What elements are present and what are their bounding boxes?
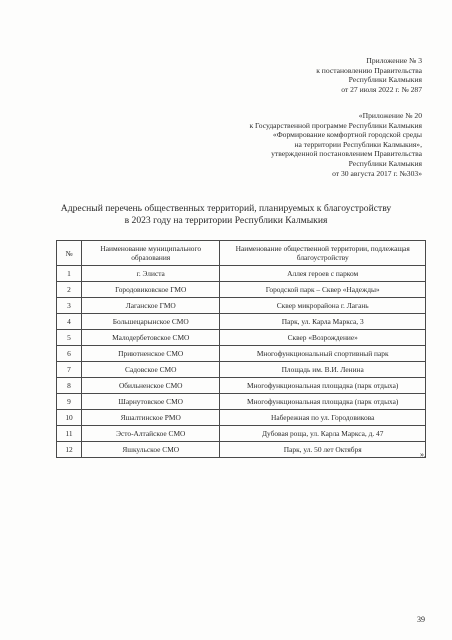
cell-num: 7 — [57, 362, 82, 378]
header-territory: Наименование общественной территории, подлежащая благоустройству — [220, 241, 426, 266]
appendix-current-line: от 27 июля 2022 г. № 287 — [341, 84, 422, 94]
cell-territory: Многофункциональная площадка (парк отдыха) — [220, 378, 426, 394]
cell-municipality: Яшкульское СМО — [82, 442, 220, 458]
table-row — [57, 266, 426, 282]
table-row — [57, 330, 426, 346]
cell-num: 5 — [57, 330, 82, 346]
header-municipality: Наименование муниципального образования — [82, 241, 220, 266]
cell-num: 9 — [57, 394, 82, 410]
cell-municipality: Яшалтинское РМО — [82, 410, 220, 426]
cell-municipality: Большецарынское СМО — [82, 314, 220, 330]
table-row — [57, 362, 426, 378]
cell-territory: Набережная по ул. Городовикова — [220, 410, 426, 426]
cell-territory: Сквер микрорайона г. Лагань — [220, 298, 426, 314]
table-row — [57, 346, 426, 362]
cell-territory: Сквер «Возрождение» — [220, 330, 426, 346]
cell-num: 4 — [57, 314, 82, 330]
cell-num: 3 — [57, 298, 82, 314]
table-header-row — [57, 241, 426, 266]
cell-municipality: Шарнутовское СМО — [82, 394, 220, 410]
header-num: № — [57, 241, 82, 266]
cell-num: 2 — [57, 282, 82, 298]
cell-territory: Парк, ул. Карла Маркса, 3 — [220, 314, 426, 330]
appendix-quoted-line: Республики Калмыкия — [348, 158, 422, 168]
table-row — [57, 282, 426, 298]
cell-territory: Многофункциональная площадка (парк отдыха) — [220, 394, 426, 410]
appendix-current-line: Приложение № 3 — [366, 56, 422, 65]
appendix-quoted-line: «Приложение № 20 — [358, 111, 422, 120]
cell-num: 10 — [57, 410, 82, 426]
cell-num: 8 — [57, 378, 82, 394]
cell-municipality: Лаганское ГМО — [82, 298, 220, 314]
appendix-quoted-line: «Формирование комфортной городской среды — [272, 130, 422, 140]
document-title-line: в 2023 году на территории Республики Калмыкия — [124, 215, 328, 226]
cell-territory: Многофункциональный спортивный парк — [220, 346, 426, 362]
appendix-quoted-header — [249, 111, 422, 178]
table-row — [57, 394, 426, 410]
cell-municipality: Малодербетовское СМО — [82, 330, 220, 346]
table-row — [57, 410, 426, 426]
cell-territory: Парк, ул. 50 лет Октября — [220, 442, 426, 458]
cell-municipality: Садовское СМО — [82, 362, 220, 378]
closing-quote-mark: ». — [420, 450, 426, 459]
cell-territory: Площадь им. В.И. Ленина — [220, 362, 426, 378]
cell-municipality: Приютненское СМО — [82, 346, 220, 362]
appendix-current-line: Республики Калмыкия — [348, 75, 422, 85]
table-row — [57, 298, 426, 314]
cell-num: 11 — [57, 426, 82, 442]
appendix-current-line: к постановлению Правительства — [316, 65, 422, 75]
cell-municipality: Городовиковское ГМО — [82, 282, 220, 298]
cell-num: 1 — [57, 266, 82, 282]
cell-territory: Городской парк – Сквер «Надежды» — [220, 282, 426, 298]
cell-municipality: Эсто-Алтайское СМО — [82, 426, 220, 442]
cell-num: 12 — [57, 442, 82, 458]
appendix-quoted-line: от 30 августа 2017 г. №303» — [332, 168, 422, 178]
cell-territory: Дубовая роща, ул. Карла Маркса, д. 47 — [220, 426, 426, 442]
cell-municipality: Обильненское СМО — [82, 378, 220, 394]
table-row — [57, 442, 426, 458]
cell-municipality: г. Элиста — [82, 266, 220, 282]
appendix-quoted-line: на территории Республики Калмыкия», — [294, 139, 422, 149]
document-title-line: Адресный перечень общественных территорий, планируемых к благоустройству — [60, 203, 392, 214]
table-row — [57, 314, 426, 330]
appendix-current-header — [316, 56, 422, 94]
cell-num: 6 — [57, 346, 82, 362]
table-row — [57, 426, 426, 442]
appendix-quoted-line: утвержденной постановлением Правительства — [271, 149, 422, 159]
cell-territory: Аллея героев с парком — [220, 266, 426, 282]
territories-table — [56, 240, 426, 458]
document-title — [40, 203, 412, 227]
page-number: 39 — [417, 615, 425, 624]
table-row — [57, 378, 426, 394]
appendix-quoted-line: к Государственной программе Республики Калмыкия — [249, 120, 422, 130]
